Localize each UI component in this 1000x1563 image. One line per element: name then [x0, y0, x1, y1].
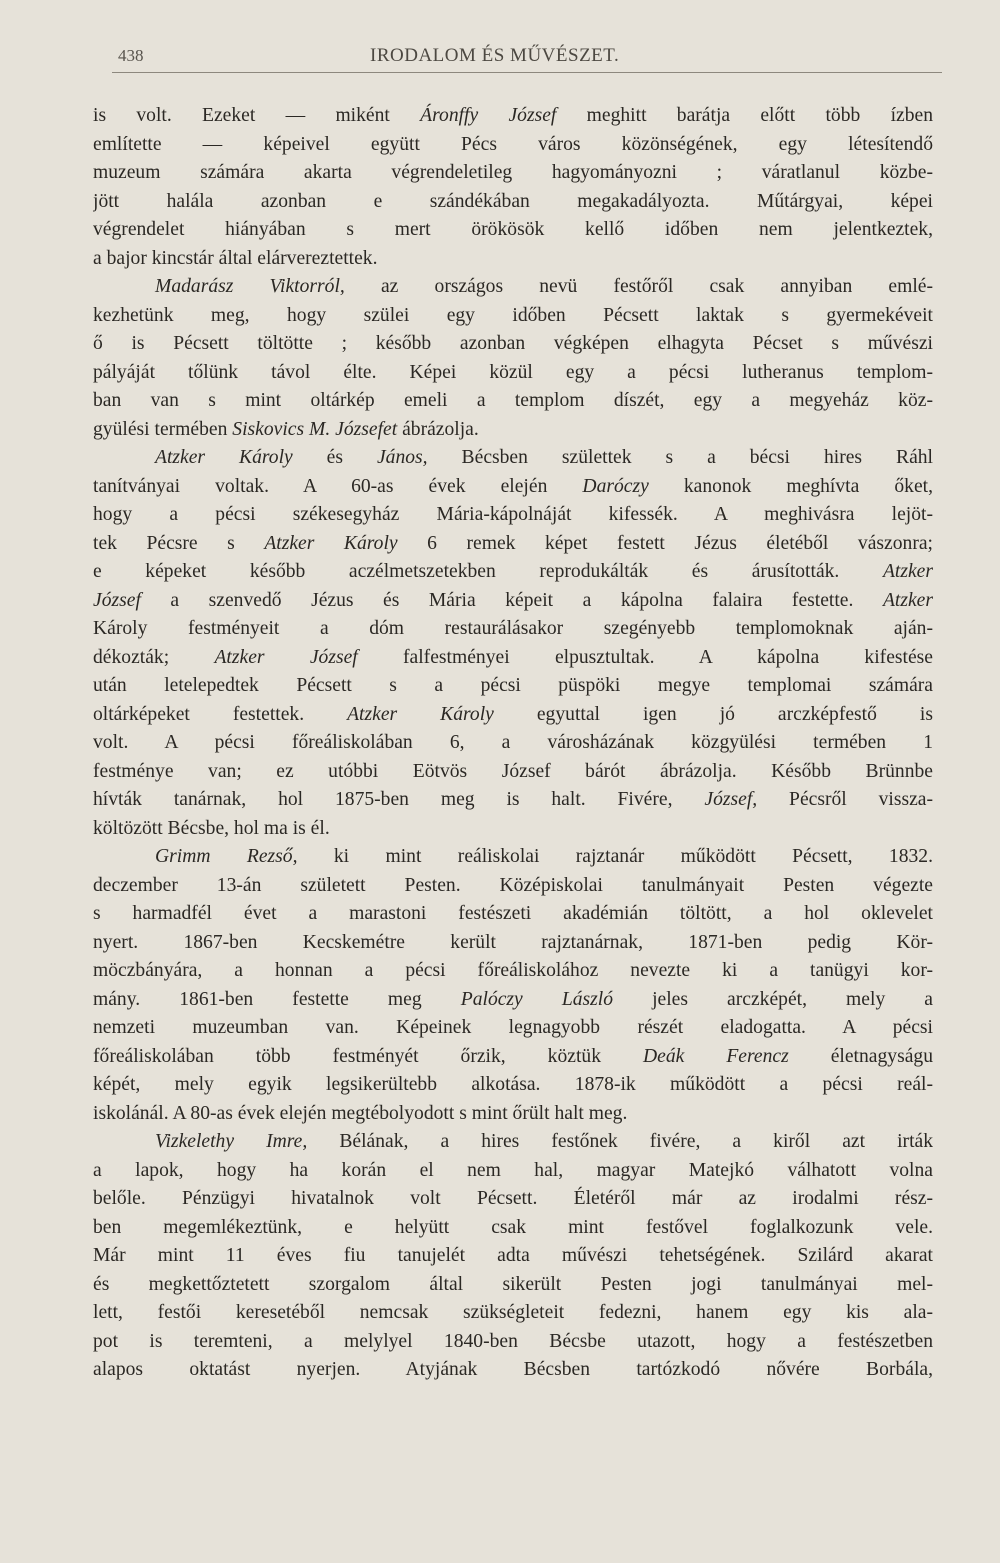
text-segment: a bajor kincstár által elárvereztettek.	[93, 247, 378, 269]
text-segment: Pécsről vissza-	[757, 789, 933, 810]
italic-name: János,	[376, 447, 428, 468]
italic-name: Vizkelethy Imre,	[155, 1131, 308, 1152]
italic-name: Grimm Rezső,	[155, 846, 298, 867]
text-segment: e képeket később aczélmetszetekben reprodukálták és árusították.	[93, 561, 883, 582]
italic-name: Atzker József	[214, 646, 358, 668]
text-segment: deczember 13-án született Pesten. Középiskolai tanulmányait Pesten végezte	[93, 874, 933, 896]
text-line	[93, 1071, 933, 1100]
text-segment: a lapok, hogy ha korán el nem hal, magyar Matejkó válhatott volna	[93, 1159, 933, 1181]
text-segment: kezhetünk meg, hogy szülei egy időben Pécsett laktak s gyermekéveit	[93, 304, 933, 326]
text-line	[93, 701, 933, 730]
text-segment: pályáját tőlünk távol élte. Képei közül egy a pécsi lutheranus templom-	[93, 361, 933, 383]
text-line	[93, 758, 933, 787]
text-segment: ki mint reáliskolai rajztanár működött Pécsett, 1832.	[297, 846, 933, 867]
running-title: IRODALOM ÉS MŰVÉSZET.	[370, 45, 620, 66]
text-line	[93, 1328, 933, 1357]
text-segment: lett, festői keresetéből nemcsak szükségleteit fedezni, hanem egy kis ala-	[93, 1302, 933, 1323]
italic-name: József,	[704, 789, 758, 810]
italic-name: Atzker Károly	[155, 447, 293, 468]
text-segment: volt. A pécsi főreáliskolában 6, a városházának közgyülési termében 1	[93, 732, 933, 753]
text-line	[93, 273, 933, 302]
text-line	[93, 957, 933, 986]
text-line	[93, 501, 933, 530]
text-segment: Bécsben születtek s a bécsi hires Ráhl	[427, 447, 933, 468]
text-segment: ban van s mint oltárkép emeli a templom díszét, egy a megyeház köz-	[93, 390, 933, 411]
text-segment: möczbányára, a honnan a pécsi főreáliskolához nevezte ki a tanügyi kor-	[93, 960, 933, 981]
italic-name: Atzker	[882, 561, 933, 582]
text-line	[93, 1356, 933, 1385]
body-text	[93, 102, 933, 1385]
italic-name: Palóczy László	[460, 988, 614, 1010]
text-line	[93, 786, 933, 815]
text-segment: ábrázolja.	[397, 418, 479, 440]
text-segment: dékozták;	[93, 646, 215, 668]
text-segment: s harmadfél évet a marastoni festészeti akadémián töltött, a hol oklevelet	[93, 903, 933, 924]
italic-name: Atzker	[882, 589, 933, 611]
text-segment: kanonok meghívta őket,	[648, 475, 933, 497]
text-segment: is volt. Ezeket — miként	[93, 105, 421, 126]
text-line	[93, 159, 933, 188]
text-segment: ben megemlékeztünk, e helyütt csak mint festővel foglalkozunk vele.	[93, 1216, 933, 1238]
text-segment: jeles arczképét, mely a	[613, 988, 933, 1010]
text-line	[93, 131, 933, 160]
text-line	[93, 387, 933, 416]
text-line	[93, 558, 933, 587]
text-segment: oltárképeket festettek.	[93, 703, 348, 725]
italic-name: Siskovics M. Józsefet	[232, 418, 398, 440]
text-line	[93, 1271, 933, 1300]
text-segment: Károly festményeit a dóm restaurálásakor szegényebb templomoknak aján-	[93, 618, 933, 639]
text-line	[93, 188, 933, 217]
text-line	[93, 1299, 933, 1328]
text-segment: és megkettőztetett szorgalom által sikerült Pesten jogi tanulmányai mel-	[93, 1273, 933, 1295]
text-segment: hogy a pécsi székesegyház Mária-kápolnáját kifessék. A meghivásra lejöt-	[93, 504, 933, 525]
italic-name: Atzker Károly	[347, 703, 494, 725]
text-line	[93, 1043, 933, 1072]
text-segment: muzeum számára akarta végrendeletileg hagyományozni ; váratlanul közbe-	[93, 162, 933, 183]
text-line	[93, 359, 933, 388]
page-number: 438	[118, 46, 144, 65]
text-line	[93, 729, 933, 758]
text-line	[93, 986, 933, 1015]
text-line	[93, 1214, 933, 1243]
text-line	[93, 444, 933, 473]
text-segment: tanítványai voltak. A 60-as évek elején	[93, 475, 583, 497]
text-segment: és	[292, 447, 377, 468]
text-segment: meghitt barátja előtt több ízben	[556, 105, 933, 126]
text-segment: hívták tanárnak, hol 1875-ben meg is halt. Fivére,	[93, 789, 705, 810]
text-segment: pot is teremteni, a melylyel 1840-ben Bécsbe utazott, hogy a festészetben	[93, 1330, 933, 1352]
text-segment: Bélának, a hires festőnek fivére, a kiről azt irták	[307, 1131, 933, 1152]
text-segment: után letelepedtek Pécsett s a pécsi püspöki megye templomai számára	[93, 675, 933, 696]
italic-name: József	[93, 589, 141, 611]
italic-name: Deák Ferencz	[643, 1045, 789, 1067]
text-line	[93, 473, 933, 502]
text-segment: ő is Pécsett töltötte ; később azonban végképen elhagyta Pécset s művészi	[93, 333, 933, 354]
text-line	[93, 1185, 933, 1214]
text-segment: festménye van; ez utóbbi Eötvös József bárót ábrázolja. Később Brünnbe	[93, 760, 933, 782]
text-segment: tek Pécsre s	[93, 532, 265, 554]
text-segment: gyülési termében	[93, 418, 233, 440]
text-segment: az országos nevü festőről csak annyiban emlé-	[344, 276, 933, 297]
text-line	[93, 216, 933, 245]
running-head	[112, 44, 942, 73]
text-line	[93, 530, 933, 559]
text-segment: Már mint 11 éves fiu tanujelét adta művészi tehetségének. Szilárd akarat	[93, 1245, 933, 1266]
italic-name: Madarász Viktorról,	[155, 276, 345, 297]
text-segment: nyert. 1867-ben Kecskemétre került rajztanárnak, 1871-ben pedig Kör-	[93, 931, 933, 953]
text-segment: költözött Bécsbe, hol ma is él.	[93, 817, 330, 839]
text-line	[93, 872, 933, 901]
text-segment: mány. 1861-ben festette meg	[93, 988, 461, 1010]
text-line	[93, 929, 933, 958]
text-segment: képét, mely egyik legsikerültebb alkotása. 1878-ik működött a pécsi reál-	[93, 1074, 933, 1095]
text-segment: falfestményei elpusztultak. A kápolna kifestése	[357, 646, 933, 668]
text-line	[93, 672, 933, 701]
text-line	[93, 416, 933, 445]
text-segment: egyuttal igen jó arczképfestő is	[493, 703, 933, 725]
text-line	[93, 1242, 933, 1271]
text-line	[93, 615, 933, 644]
text-segment: végrendelet hiányában s mert örökösök kellő időben nem jelentkeztek,	[93, 219, 933, 240]
text-line	[93, 644, 933, 673]
text-line	[93, 330, 933, 359]
italic-name: Atzker Károly	[264, 532, 398, 554]
text-line	[93, 1100, 933, 1129]
text-segment: alapos oktatást nyerjen. Atyjának Bécsben tartózkodó nővére Borbála,	[93, 1359, 933, 1380]
text-segment: a szenvedő Jézus és Mária képeit a kápolna falaira festette.	[140, 589, 883, 611]
text-segment: nemzeti muzeumban van. Képeinek legnagyobb részét eladogatta. A pécsi	[93, 1017, 933, 1038]
text-segment: iskolánál. A 80-as évek elején megtébolyodott s mint őrült halt meg.	[93, 1102, 628, 1124]
text-line	[93, 1128, 933, 1157]
text-line	[93, 1014, 933, 1043]
text-segment: 6 remek képet festett Jézus életéből vászonra;	[397, 532, 933, 554]
text-segment: említette — képeivel együtt Pécs város közönségének, egy létesítendő	[93, 133, 933, 155]
text-line	[93, 815, 933, 844]
text-line	[93, 302, 933, 331]
italic-name: Daróczy	[582, 475, 649, 497]
text-segment: belőle. Pénzügyi hivatalnok volt Pécsett. Életéről már az irodalmi rész-	[93, 1188, 933, 1209]
text-line	[93, 843, 933, 872]
text-segment: jött halála azonban e szándékában megakadályozta. Műtárgyai, képei	[93, 190, 933, 212]
text-line	[93, 587, 933, 616]
text-line	[93, 102, 933, 131]
text-line	[93, 900, 933, 929]
text-line	[93, 245, 933, 274]
text-segment: főreáliskolában több festményét őrzik, köztük	[93, 1045, 643, 1067]
text-line	[93, 1157, 933, 1186]
italic-name: Áronffy József	[420, 105, 557, 126]
text-segment: életnagyságu	[788, 1045, 933, 1067]
